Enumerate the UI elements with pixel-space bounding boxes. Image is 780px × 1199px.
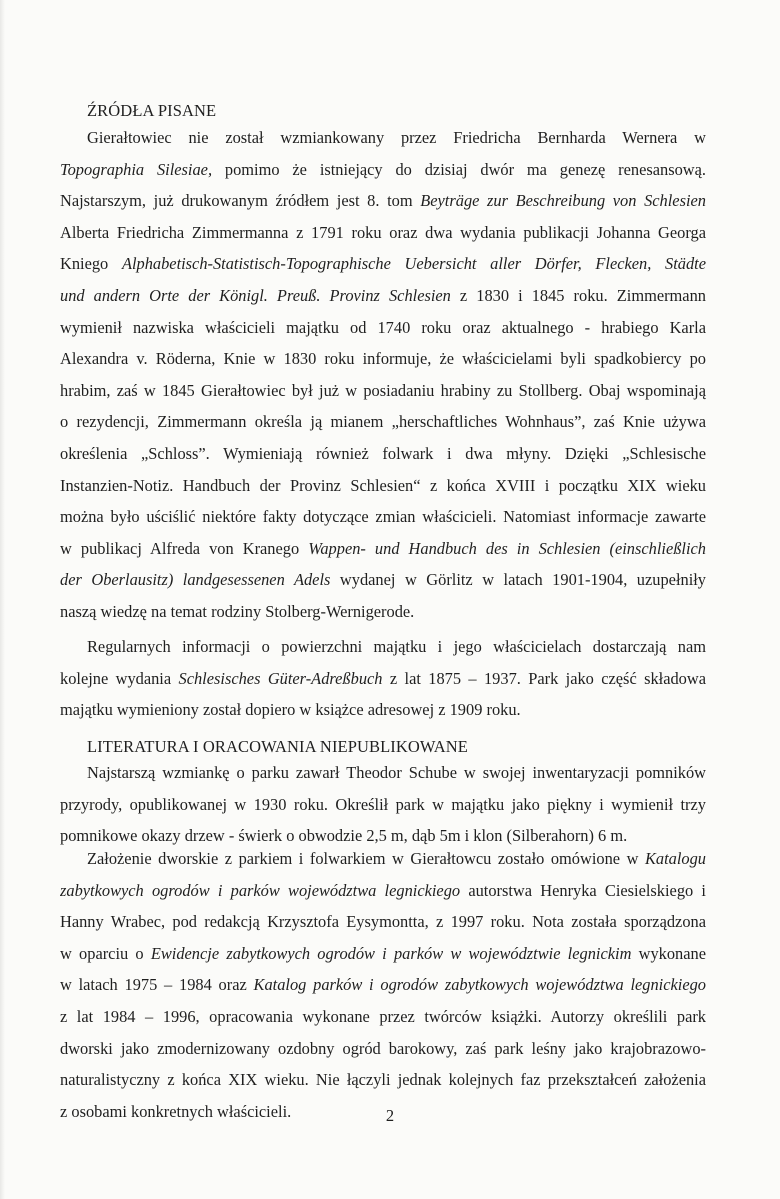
text-line <box>60 1064 706 1095</box>
text-segment: Najstarszym, już drukowanym źródłem jest 8. tom <box>60 191 421 211</box>
text-segment: pomnikowe okazy drzew - świerk o obwodzie 2,5 m, dąb 5m i klon (Silberahorn) 6 m. <box>60 826 628 846</box>
text-segment: w latach 1975 – 1984 oraz <box>60 975 254 995</box>
text-line <box>60 906 706 937</box>
text-line <box>60 375 706 406</box>
text-segment: z 1830 i 1845 roku. Zimmermann <box>450 286 706 305</box>
italic-title: Ewidencje zabytkowych ogrodów i parków w województwie legnickim <box>150 943 632 963</box>
italic-title: Katalog parków i ogrodów zabytkowych województwa legnickiego <box>253 975 706 995</box>
text-line <box>60 789 706 820</box>
text-line <box>60 694 706 725</box>
italic-title: Schlesisches Güter-Adreßbuch <box>178 668 383 688</box>
italic-title: Wappen- und Handbuch des in Schlesien (einschließlich <box>308 538 706 558</box>
text-segment: z lat 1875 – 1937. Park jako część składowa <box>382 668 706 688</box>
text-line <box>60 1033 706 1064</box>
text-segment: Najstarszą wzmiankę o parku zawarł Theodor Schube w swojej inwentaryzacji pomników <box>87 763 706 782</box>
text-line <box>87 122 706 153</box>
section-heading: ŹRÓDŁA PISANE <box>87 101 217 120</box>
text-segment: określenia „Schloss”. Wymieniają również folwark i dwa młyny. Dzięki „Schlesische <box>60 444 706 463</box>
text-segment: o rezydencji, Zimmermann określa ją mianem „herschaftliches Wohnhaus”, zaś Knie używa <box>60 412 706 432</box>
text-line <box>60 875 706 906</box>
text-segment: Regularnych informacji o powierzchni majątku i jego właścicielach dostarczają nam <box>87 637 706 656</box>
text-segment: Instanzien-Notiz. Handbuch der Provinz Schlesien“ z końca XVIII i początku XIX wieku <box>60 475 706 495</box>
text-line <box>60 969 706 1000</box>
text-segment: Gierałtowiec nie został wzmiankowany przez Friedricha Bernharda Wernera w <box>87 128 706 147</box>
italic-title: der Oberlausitz) landgesessenen Adels <box>60 570 331 590</box>
text-segment: z lat 1984 – 1996, opracowania wykonane przez twórców książki. Autorzy określili park <box>60 1007 706 1026</box>
text-line <box>60 217 706 248</box>
text-segment: naszą wiedzę na temat rodziny Stolberg-Wernigerode. <box>60 602 415 621</box>
text-line <box>60 501 706 532</box>
text-line <box>60 1001 706 1032</box>
text-segment: autorstwa Henryka Ciesielskiego i <box>460 880 706 900</box>
text-segment: z osobami konkretnych właścicieli. <box>60 1101 292 1121</box>
text-line <box>60 663 706 694</box>
text-line <box>60 533 706 564</box>
scan-edge <box>0 0 5 1199</box>
text-segment: w oparciu o <box>60 943 151 963</box>
text-line <box>60 248 706 279</box>
text-line <box>60 470 706 501</box>
text-line <box>87 843 706 874</box>
text-line <box>60 280 706 311</box>
text-segment: kolejne wydania <box>60 668 179 688</box>
text-segment: wykonane <box>631 943 706 963</box>
text-line <box>60 938 706 969</box>
text-segment: hrabim, zaś w 1845 Gierałtowiec był już w posiadaniu hrabiny zu Stollberg. Obaj wspominają <box>60 380 706 400</box>
text-line <box>60 154 706 185</box>
text-segment: majątku wymieniony został dopiero w książce adresowej z 1909 roku. <box>60 700 521 720</box>
text-segment: Alberta Friedricha Zimmermanna z 1791 roku oraz dwa wydania publikacji Johanna Georga <box>60 222 706 242</box>
text-segment: wymienił nazwiska właścicieli majątku od 1740 roku oraz aktualnego - hrabiego Karla <box>60 317 706 337</box>
text-segment: naturalistyczny z końca XIX wieku. Nie łączyli jednak kolejnych faz przekształceń założenia <box>60 1070 706 1090</box>
italic-title: Katalogu <box>644 849 706 868</box>
text-segment: w publikacj Alfreda von Kranego <box>60 538 309 558</box>
section-heading: LITERATURA I ORACOWANIA NIEPUBLIKOWANE <box>87 737 468 756</box>
italic-title: Beyträge zur Beschreibung von Schlesien <box>420 191 706 211</box>
text-segment: pomimo że istniejący do dzisiaj dwór ma genezę renesansową. <box>212 159 706 179</box>
text-segment: Hanny Wrabec, pod redakcją Krzysztofa Eysymontta, z 1997 roku. Nota została sporządzona <box>60 912 706 932</box>
page-number: 2 <box>385 1106 395 1125</box>
text-line <box>60 596 706 627</box>
text-segment: przyrody, opublikowanej w 1930 roku. Określił park w majątku jako piękny i wymienił trzy <box>60 794 706 814</box>
text-line <box>60 564 706 595</box>
text-segment: Kniego <box>60 254 122 274</box>
text-segment: Alexandra v. Röderna, Knie w 1830 roku informuje, że właścicielami byli spadkobiercy po <box>60 349 706 369</box>
text-segment: można było uściślić niektóre fakty dotyczące zmian właścicieli. Natomiast informacje zawarte <box>60 507 706 527</box>
text-line <box>87 631 706 662</box>
text-line <box>60 438 706 469</box>
text-line <box>87 757 706 788</box>
text-segment: Założenie dworskie z parkiem i folwarkiem w Gierałtowcu zostało omówione w <box>87 849 645 868</box>
text-line <box>60 343 706 374</box>
italic-title: Alphabetisch-Statistisch-Topographische Uebersicht aller Dörfer, Flecken, Städte <box>121 254 706 274</box>
text-segment: dworski jako zmodernizowany ozdobny ogród barokowy, zaś park leśny jako krajobrazowo- <box>60 1038 706 1058</box>
italic-title: und andern Orte der Königl. Preuß. Provinz Schlesien <box>60 286 451 305</box>
italic-title: Topographia Silesiae, <box>60 159 213 179</box>
italic-title: zabytkowych ogrodów i parków województwa legnickiego <box>60 880 461 900</box>
text-line <box>60 312 706 343</box>
text-segment: wydanej w Görlitz w latach 1901-1904, uzupełniły <box>330 570 706 590</box>
text-line <box>60 185 706 216</box>
text-line <box>60 406 706 437</box>
